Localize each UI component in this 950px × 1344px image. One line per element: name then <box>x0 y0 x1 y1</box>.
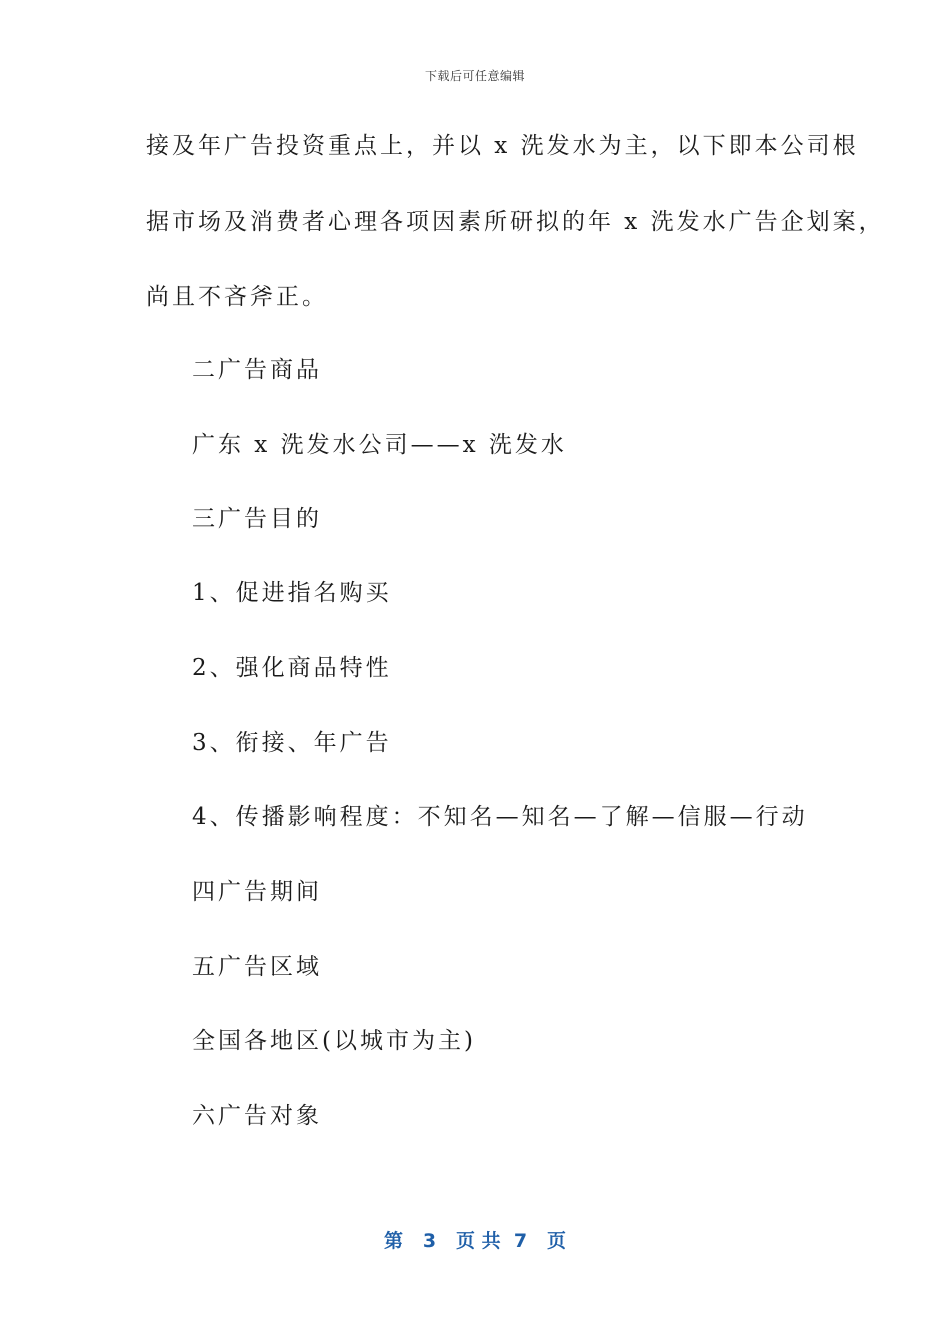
paragraph-line: 接及年广告投资重点上，并以 x 洗发水为主，以下即本公司根 <box>146 133 859 159</box>
total-pages-number: 7 <box>513 1230 528 1252</box>
list-item: 4、传播影响程度：不知名—知名—了解—信服—行动 <box>192 804 808 830</box>
section-heading: 六广告对象 <box>192 1103 322 1129</box>
footer-prefix: 第 <box>384 1230 404 1252</box>
section-heading: 三广告目的 <box>192 506 322 532</box>
current-page-number: 3 <box>422 1230 437 1252</box>
section-heading: 四广告期间 <box>192 879 322 905</box>
body-text: 全国各地区(以城市为主) <box>192 1028 476 1054</box>
footer-middle: 页 共 <box>456 1230 501 1252</box>
body-text: 广东 x 洗发水公司——x 洗发水 <box>192 432 567 458</box>
list-item: 1、促进指名购买 <box>192 580 392 606</box>
header-note: 下载后可任意编辑 <box>424 69 525 83</box>
list-item: 3、衔接、年广告 <box>192 730 392 756</box>
paragraph-line: 尚且不吝斧正。 <box>146 284 328 310</box>
list-item: 2、强化商品特性 <box>192 655 392 681</box>
section-heading: 五广告区域 <box>192 954 322 980</box>
footer-suffix: 页 <box>546 1230 566 1252</box>
section-heading: 二广告商品 <box>192 357 322 383</box>
page-footer <box>0 1226 950 1253</box>
paragraph-line: 据市场及消费者心理各项因素所研拟的年 x 洗发水广告企划案， <box>146 209 885 235</box>
